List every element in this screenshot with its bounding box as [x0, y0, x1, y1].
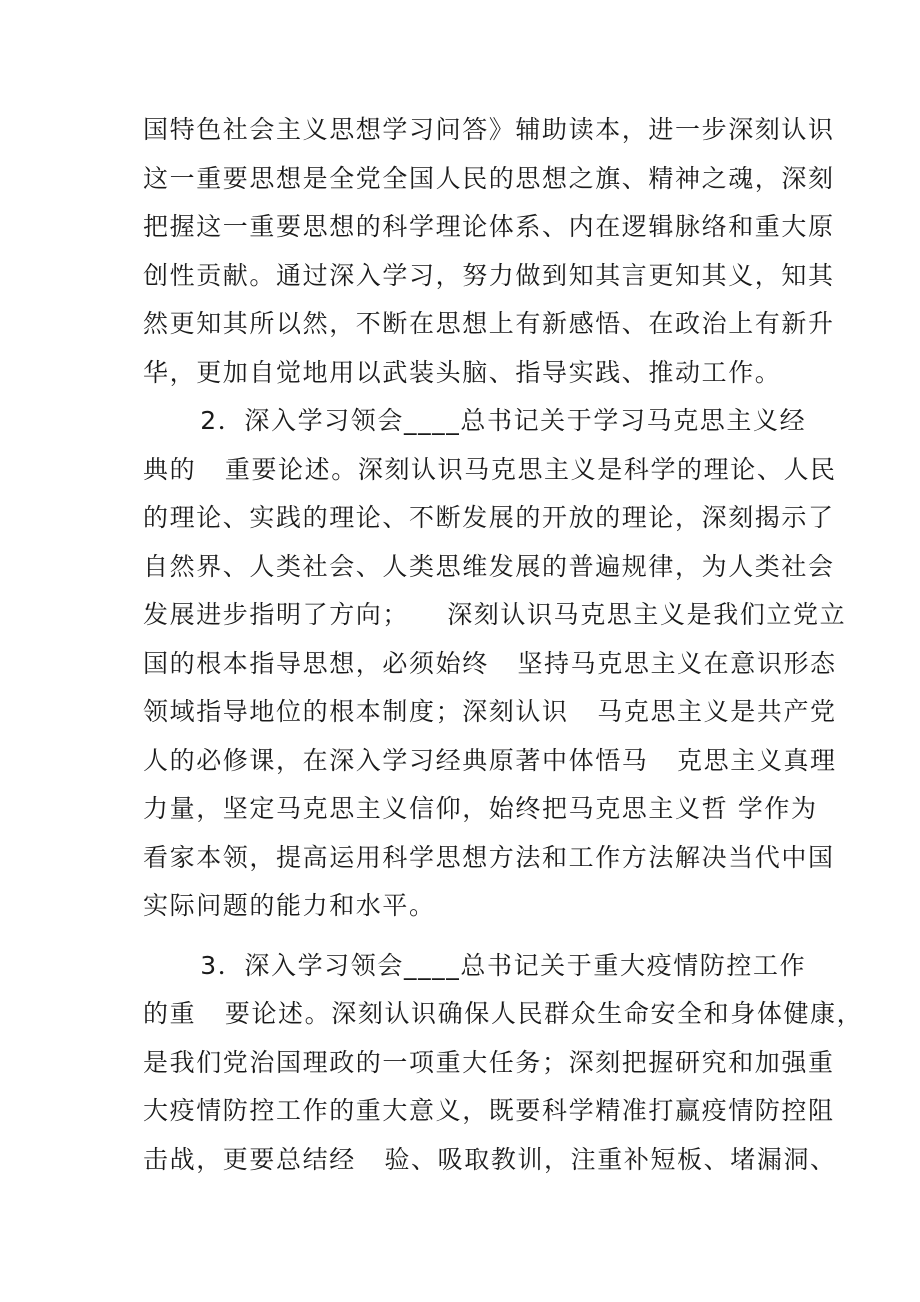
text-line: 国的根本指导思想，必须始终 坚持马克思主义在意识形态: [143, 648, 837, 678]
text-line: 3．深入学习领会____总书记关于重大疫情防控工作: [143, 950, 807, 980]
text-line: 领域指导地位的根本制度；深刻认识 马克思主义是共产党: [143, 697, 837, 726]
text-line: 击战，更要总结经 验、吸取教训，注重补短板、堵漏洞、: [143, 1144, 837, 1174]
paragraph-2: [143, 397, 847, 931]
text-line: 自然界、人类社会、人类思维发展的普遍规律，为人类社会: [143, 551, 835, 581]
text-line: 发展进步指明了方向； 深刻认识马克思主义是我们立党立: [143, 600, 847, 629]
text-line: 华，更加自觉地用以武装头脑、指导实践、推动工作。: [143, 357, 782, 387]
text-line: 看家本领，提高运用科学思想方法和工作方法解决当代中国: [143, 842, 835, 872]
paragraph-spacer: [143, 931, 803, 942]
text-line: 是我们党治国理政的一项重大任务；深刻把握研究和加强重: [143, 1047, 835, 1077]
text-line: 然更知其所以然，不断在思想上有新感悟、在政治上有新升: [143, 309, 835, 338]
document-body: [143, 106, 864, 1184]
paragraph-3: [143, 942, 864, 1185]
text-line: 创性贡献。通过深入学习，努力做到知其言更知其义，知其: [143, 260, 835, 290]
text-line: 国特色社会主义思想学习问答》辅助读本，进一步深刻认识: [143, 115, 835, 144]
text-line: 把握这一重要思想的科学理论体系、内在逻辑脉络和重大原: [143, 212, 835, 241]
text-line: 的重 要论述。深刻认识确保人民群众生命安全和身体健康，: [143, 999, 864, 1028]
text-line: 人的必修课，在深入学习经典原著中体悟马 克思主义真理: [143, 745, 837, 775]
text-line: 实际问题的能力和水平。: [143, 891, 436, 920]
text-line: 力量，坚定马克思主义信仰，始终把马克思主义哲 学作为: [143, 794, 818, 823]
text-line: 这一重要思想是全党全国人民的思想之旗、精神之魂，深刻: [143, 163, 835, 193]
text-line: 的理论、实践的理论、不断发展的开放的理论，深刻揭示了: [143, 503, 835, 532]
paragraph-1: [143, 106, 835, 397]
text-line: 2．深入学习领会____总书记关于学习马克思主义经: [143, 406, 807, 435]
text-line: 典的 重要论述。深刻认识马克思主义是科学的理论、人民: [143, 454, 837, 484]
text-line: 大疫情防控工作的重大意义，既要科学精准打赢疫情防控阻: [143, 1096, 835, 1125]
